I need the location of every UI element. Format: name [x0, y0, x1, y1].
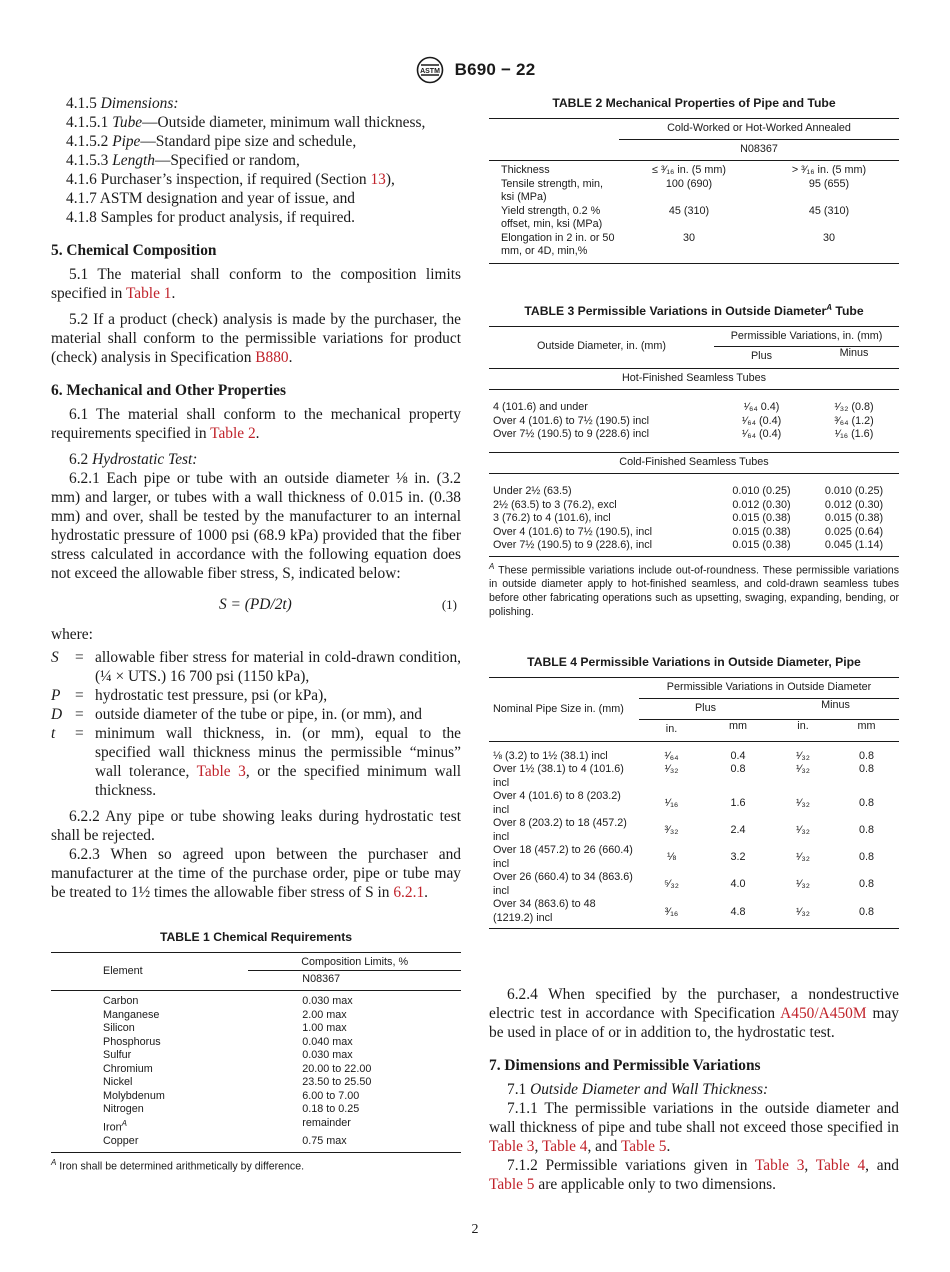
paragraph-6-2-2: 6.2.2 Any pipe or tube showing leaks during hydrostatic test shall be rejected.	[51, 808, 461, 844]
table-header: Permissible Variations in Outside Diameter	[639, 678, 899, 699]
paragraph-7-1: 7.1 Outside Diameter and Wall Thickness:	[507, 1081, 769, 1099]
page-number: 2	[471, 1222, 479, 1237]
variable-symbol: D	[51, 706, 63, 723]
variable-definitions: S = allowable fiber stress for material in cold-drawn condition, (¼ × UTS.) 16 700 psi (1150 kPa), P = hydrostatic test pressure, psi (or kPa), D = outside diameter of the tube or pipe, in. (or mm), and t = minimum wall thickness, in. (or mm), equal to the specified wall thickness minus the permissible “minus” wall tolerance, Table 3, or the specified minimum wall thickness.	[51, 649, 461, 799]
table-header: Plus	[750, 350, 772, 363]
section-5-heading: 5. Chemical Composition	[51, 242, 217, 259]
list-item: 4.1.5.2 Pipe—Standard pipe size and schedule,	[66, 133, 357, 150]
table-header: N08367	[740, 142, 778, 155]
table-1-grid	[51, 952, 461, 1153]
variable-symbol: P	[51, 687, 61, 704]
table-3-footnote: $^A$ These permissible variations include out-of-roundness. These permissible variations in outside diameter apply to hot-finished seamless, and cold-drawn seamless tubes before other fabricating operations such as upsetting, swaging, expanding, bending, or polishing.	[489, 561, 899, 619]
table-4-grid	[489, 677, 899, 929]
right-column	[489, 94, 899, 1194]
table-4-link[interactable]: Table 4	[815, 1157, 866, 1175]
table-row: Manganese 2.00 max	[103, 1008, 347, 1021]
table-4-link[interactable]: Table 4	[541, 1138, 588, 1156]
paragraph-5-2: 5.2 If a product (check) analysis is made by the purchaser, the material shall conform to the permissible variations for product (check) analysis in Specification B880.	[51, 311, 461, 366]
table-row: Molybdenum 6.00 to 7.00	[103, 1089, 360, 1102]
paragraph-6-2-3: 6.2.3 When so agreed upon between the purchaser and manufacturer at the time of the purchase order, pipe or tube may be treated to 1½ times the allowable fiber stress of S in 6.2.1.	[51, 846, 461, 901]
table-4	[489, 653, 899, 929]
list-item: 4.1.7 ASTM designation and year of issue, and	[66, 190, 355, 207]
table-3-grid	[489, 326, 899, 557]
table-header: Nominal Pipe Size in. (mm)	[493, 702, 624, 715]
table-2	[489, 94, 899, 264]
equation-formula: S = (PD/2t)	[219, 596, 292, 613]
table-row: Elongation in 2 in. or 50 mm, or 4D, min,% 30 30	[489, 232, 899, 264]
a450-link[interactable]: A450/A450M	[780, 1005, 867, 1023]
table-3-caption: TABLE 3 Permissible Variations in Outside Diameter$^A$ Tube	[524, 302, 864, 318]
left-column	[51, 94, 461, 1174]
table-2-grid	[489, 118, 899, 264]
paragraph-6-2-4: 6.2.4 When specified by the purchaser, a nondestructive electric test in accordance with Specification A450/A450M may be used in place of or in addition to, the hydrostatic test.	[489, 986, 899, 1042]
table-row: Over 4 (101.6) to 7½ (190.5), incl 0.015 (0.38) 0.025 (0.64)	[493, 525, 884, 538]
table-3-link[interactable]: Table 3	[489, 1138, 535, 1156]
table-row: Over 4 (101.6) to 8 (203.2) incl ¹⁄₁₆ 1.6 ¹⁄₃₂ 0.8	[493, 790, 874, 816]
table-row: Carbon 0.030 max	[103, 995, 353, 1007]
table-row: Nickel 23.50 to 25.50	[103, 1076, 372, 1088]
paragraph-6-2-1: 6.2.1 Each pipe or tube with an outside diameter ⅛ in. (3.2 mm) and larger, or tubes with a wall thickness of 0.015 in. (0.38 mm) and over, shall be tested by the manufacturer to an internal hydrostatic pressure of 1000 psi (68.9 kPa) provided that the fiber stress calculated in accordance with the following equation does not exceed the allowable fiber stress, S, indicated below:	[51, 470, 461, 582]
table-5-link[interactable]: Table 5	[489, 1176, 535, 1194]
table-row: Over 1½ (38.1) to 4 (101.6) incl ¹⁄₃₂ 0.8 ¹⁄₃₂ 0.8	[493, 763, 874, 789]
table-header: mm	[857, 720, 876, 733]
table-row: Nitrogen 0.18 to 0.25	[103, 1103, 360, 1115]
list-item: 4.1.6 Purchaser’s inspection, if required (Section 13),	[66, 171, 395, 188]
table-group-header: Hot-Finished Seamless Tubes	[621, 371, 767, 384]
table-row: 3 (76.2) to 4 (101.6), incl 0.015 (0.38) 0.015 (0.38)	[493, 512, 884, 525]
ordering-list	[51, 94, 461, 227]
table-row: Iron$^A$ remainder	[103, 1116, 351, 1134]
table-row: Over 4 (101.6) to 7½ (190.5) incl ¹⁄₆₄ (0.4) ³⁄₆₄ (1.2)	[493, 414, 874, 427]
table-row: Over 7½ (190.5) to 9 (228.6) incl ¹⁄₆₄ (0.4) ¹⁄₁₆ (1.6)	[493, 428, 874, 441]
section-6-heading: 6. Mechanical and Other Properties	[51, 382, 286, 399]
table-1-caption: TABLE 1 Chemical Requirements	[159, 930, 353, 944]
document-id: B690 − 22	[454, 60, 536, 79]
logo-lettering: ASTM	[419, 67, 440, 75]
list-item: 4.1.8 Samples for product analysis, if required.	[66, 209, 355, 226]
table-row: ⅛ (3.2) to 1½ (38.1) incl ¹⁄₆₄ 0.4 ¹⁄₃₂ 0.8	[493, 749, 874, 762]
equation-number: (1)	[441, 597, 457, 612]
table-row: Chromium 20.00 to 22.00	[103, 1062, 372, 1075]
astm-logo-icon	[415, 56, 445, 84]
paragraph-6-1: 6.1 The material shall conform to the mechanical property requirements specified in Table 2.	[51, 406, 461, 442]
table-1	[51, 928, 461, 1174]
variable-definition: outside diameter of the tube or pipe, in. (or mm), and	[95, 706, 422, 723]
table-header: Composition Limits, %	[248, 953, 461, 971]
table-header: Plus	[694, 701, 716, 714]
b880-link[interactable]: B880	[255, 349, 289, 366]
paragraph-5-1: 5.1 The material shall conform to the composition limits specified in Table 1.	[51, 266, 461, 302]
section-7-heading: 7. Dimensions and Permissible Variations	[489, 1057, 761, 1075]
section-6-2-1-link[interactable]: 6.2.1	[393, 884, 425, 901]
variable-symbol: t	[51, 725, 56, 742]
table-1-footnote: $^A$ Iron shall be determined arithmetically by difference.	[51, 1158, 305, 1173]
list-item: 4.1.5 Dimensions:	[66, 95, 179, 112]
page-header	[0, 56, 950, 84]
variable-definition: minimum wall thickness, in. (or mm), equal to the specified wall thickness minus the permissible “minus” wall tolerance, Table 3, or the specified minimum wall thickness.	[95, 725, 461, 799]
table-header: Element	[103, 964, 143, 977]
variable-definition: allowable fiber stress for material in cold-drawn condition, (¼ × UTS.) 16 700 psi (1150 kPa),	[95, 649, 461, 685]
table-row: Sulfur 0.030 max	[103, 1049, 353, 1061]
table-row: Phosphorus 0.040 max	[103, 1035, 353, 1048]
table-3-link[interactable]: Table 3	[754, 1157, 805, 1175]
table-2-caption: TABLE 2 Mechanical Properties of Pipe and Tube	[552, 96, 836, 110]
equation-1	[51, 595, 461, 615]
table-header: Minus	[839, 347, 869, 360]
table-header: Cold-Worked or Hot-Worked Annealed	[619, 119, 899, 140]
variable-definition: hydrostatic test pressure, psi (or kPa),	[95, 687, 328, 704]
paragraph-7-1-1: 7.1.1 The permissible variations in the outside diameter and wall thickness of pipe and tube shall not exceed those specified in Table 3, Table 4, and Table 5.	[489, 1100, 899, 1156]
table-3-link[interactable]: Table 3	[196, 763, 246, 780]
where-label: where:	[51, 626, 93, 643]
table-row: Tensile strength, min, ksi (MPa) 100 (690) 95 (655)	[501, 177, 850, 203]
table-row: Copper 0.75 max	[51, 1135, 461, 1153]
table-row: 4 (101.6) and under ¹⁄₆₄ 0.4) ¹⁄₃₂ (0.8)	[493, 401, 874, 414]
variable-symbol: S	[51, 649, 59, 666]
table-5-link[interactable]: Table 5	[620, 1138, 667, 1156]
table-header: Minus	[821, 698, 850, 711]
paragraph-7-1-2: 7.1.2 Permissible variations given in Table 3, Table 4, and Table 5 are applicable only to two dimensions.	[489, 1157, 900, 1194]
table-3	[489, 298, 899, 620]
list-item: 4.1.5.3 Length—Specified or random,	[66, 152, 300, 169]
table-row: Over 26 (660.4) to 34 (863.6) incl ⁵⁄₃₂ 4.0 ¹⁄₃₂ 0.8	[493, 871, 874, 897]
table-header: in.	[797, 720, 809, 733]
table-header: Permissible Variations, in. (mm)	[714, 326, 899, 347]
table-header: in.	[665, 723, 678, 736]
table-group-header: Cold-Finished Seamless Tubes	[619, 455, 769, 468]
table-row: Over 34 (863.6) to 48 (1219.2) incl ³⁄₁₆ 4.8 ¹⁄₃₂ 0.8	[489, 898, 899, 929]
table-header: Outside Diameter, in. (mm)	[537, 340, 666, 353]
table-row: Over 8 (203.2) to 18 (457.2) incl ³⁄₃₂ 2.4 ¹⁄₃₂ 0.8	[493, 817, 874, 843]
section-13-link[interactable]: 13	[370, 171, 386, 188]
paragraph-6-2: 6.2 Hydrostatic Test:	[69, 451, 198, 468]
table-row: 2½ (63.5) to 3 (76.2), excl 0.012 (0.30) 0.012 (0.30)	[493, 498, 884, 511]
table-header: N08367	[302, 972, 341, 985]
table-row: Over 7½ (190.5) to 9 (228.6), incl 0.015 (0.38) 0.045 (1.14)	[489, 539, 899, 556]
table-header: mm	[729, 720, 747, 733]
table-row: Silicon 1.00 max	[103, 1022, 347, 1034]
table-row: Yield strength, 0.2 % offset, min, ksi (MPa) 45 (310) 45 (310)	[501, 204, 850, 230]
table-2-link[interactable]: Table 2	[210, 425, 256, 442]
table-row: Over 18 (457.2) to 26 (660.4) incl ⅛ 3.2 ¹⁄₃₂ 0.8	[493, 844, 874, 870]
list-item: 4.1.5.1 Tube—Outside diameter, minimum wall thickness,	[66, 114, 426, 131]
table-1-link[interactable]: Table 1	[125, 285, 172, 302]
table-4-caption: TABLE 4 Permissible Variations in Outside Diameter, Pipe	[527, 655, 861, 670]
table-row: Under 2½ (63.5) 0.010 (0.25) 0.010 (0.25)	[493, 485, 884, 498]
table-row: Thickness ≤ ³⁄₁₆ in. (5 mm) > ³⁄₁₆ in. (5 mm)	[501, 164, 867, 176]
